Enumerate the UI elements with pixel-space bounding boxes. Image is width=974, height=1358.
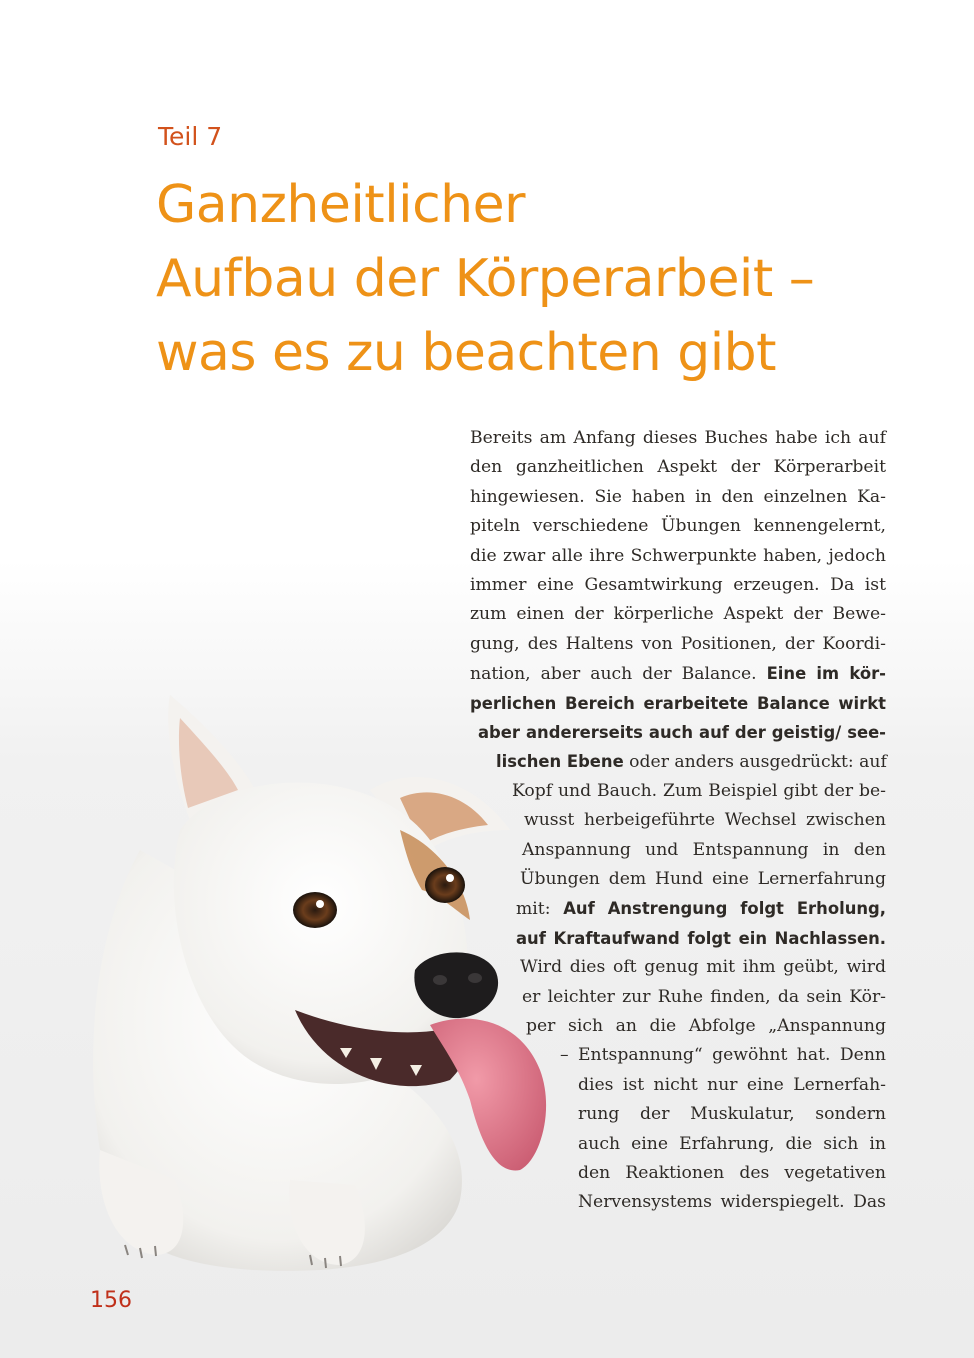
body-line — [526, 1012, 886, 1041]
body-text-run: mit: — [516, 899, 564, 920]
body-line — [578, 1188, 886, 1217]
body-text-run: Kopf und Bauch. Zum Beispiel gibt der be- — [512, 780, 886, 801]
body-text-run: den ganzheitlichen Aspekt der Körperarbeit — [470, 457, 886, 478]
body-line — [522, 836, 886, 865]
body-line — [470, 542, 886, 571]
body-text-run: den Reaktionen des vegetativen — [578, 1163, 886, 1183]
body-line — [578, 1100, 886, 1129]
body-line — [470, 571, 886, 600]
title-line: Aufbau der Körperarbeit – — [156, 249, 815, 309]
body-line — [470, 659, 886, 689]
body-line — [516, 924, 886, 954]
body-text-run: wusst herbeigeführte Wechsel zwischen — [524, 810, 886, 831]
body-line — [520, 865, 886, 894]
body-bold-run: lischen Ebene — [496, 752, 624, 772]
body-line — [478, 718, 886, 748]
body-text-run: Übungen dem Hund eine Lernerfahrung — [520, 869, 886, 889]
body-bold-run: perlichen Bereich erarbeitete Balance wirkt — [470, 693, 886, 713]
body-bold-run: aber andererseits auch auf der geistig/ see- — [478, 723, 886, 742]
body-bold-run: auf Kraftaufwand folgt ein Nachlassen. — [516, 928, 886, 948]
body-line — [496, 747, 886, 777]
body-line — [578, 1071, 886, 1100]
body-text-run: hingewiesen. Sie haben in den einzelnen Ka- — [470, 486, 886, 507]
body-text-run: dies ist nicht nur eine Lernerfah- — [578, 1074, 886, 1095]
body-line — [470, 512, 886, 541]
body-line — [470, 630, 886, 659]
body-line — [470, 453, 886, 482]
body-line — [560, 1041, 886, 1070]
body-text-run: gung, des Haltens von Positionen, der Koordi- — [470, 633, 886, 654]
body-text-run: per sich an die Abfolge „Anspannung — [526, 1016, 886, 1036]
title-line: was es zu beachten gibt — [156, 323, 777, 383]
body-line — [470, 424, 886, 453]
body-text-run: Anspannung und Entspannung in den — [522, 839, 886, 860]
body-line — [470, 600, 886, 629]
body-text-run: Nervensystems widerspiegelt. Das — [578, 1192, 886, 1213]
body-text-run: – Entspannung“ gewöhnt hat. Denn — [560, 1045, 886, 1066]
body-text-run: Wird dies oft genug mit ihm geübt, wird — [520, 957, 886, 978]
body-line — [578, 1130, 886, 1159]
body-line — [520, 953, 886, 982]
page-number: 156 — [90, 1288, 132, 1313]
body-text-run: immer eine Gesamtwirkung erzeugen. Da ist — [470, 575, 886, 595]
body-bold-run: Auf Anstrengung folgt Erholung, — [563, 899, 886, 919]
body-line — [512, 777, 886, 806]
body-text-run: piteln verschiedene Übungen kennengelernt, — [470, 516, 886, 537]
body-text-run: auch eine Erfahrung, die sich in — [578, 1133, 886, 1154]
body-line — [522, 983, 886, 1012]
body-text-run: Bereits am Anfang dieses Buches habe ich auf — [470, 428, 886, 448]
body-text-run: die zwar alle ihre Schwerpunkte haben, jedoch — [470, 545, 886, 566]
part-label: Teil 7 — [158, 122, 223, 151]
chapter-title — [156, 168, 946, 390]
body-text-run: nation, aber auch der Balance. — [470, 664, 767, 685]
body-text-run: zum einen der körperliche Aspekt der Bewe- — [470, 604, 886, 625]
body-line — [578, 1159, 886, 1188]
body-line — [516, 894, 886, 924]
body-bold-run: Eine im kör- — [766, 664, 886, 684]
body-line — [524, 806, 886, 835]
dog-photo — [70, 680, 570, 1280]
body-text-run: rung der Muskulatur, sondern — [578, 1104, 886, 1125]
body-text-run: er leichter zur Ruhe finden, da sein Kör- — [522, 986, 886, 1007]
body-line — [470, 689, 886, 719]
title-line: Ganzheitlicher — [156, 175, 526, 235]
body-line — [470, 483, 886, 512]
body-text-run: oder anders ausgedrückt: auf — [623, 752, 887, 773]
